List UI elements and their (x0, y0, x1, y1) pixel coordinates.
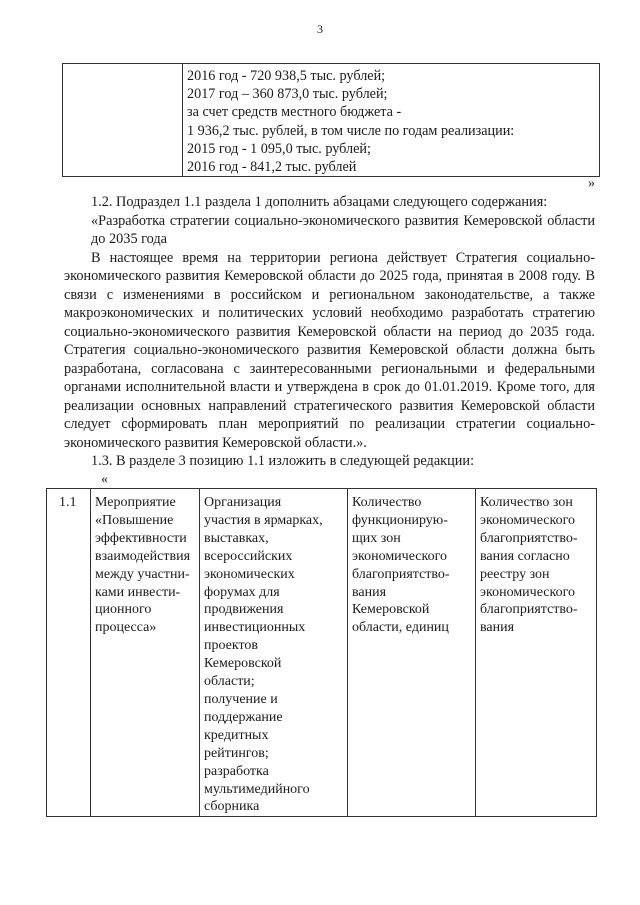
indicator-line: области, единиц (352, 620, 449, 636)
indicator-line: функционирую- (352, 512, 448, 528)
measure-cell (91, 489, 200, 817)
closing-quote: » (588, 176, 595, 191)
actions-line: всероссийских (204, 548, 293, 564)
financing-line: 2017 год – 360 873,0 тыс. рублей; (187, 86, 388, 103)
method-cell (476, 489, 597, 817)
actions-line: области; (204, 674, 255, 690)
actions-line: форумах для (204, 584, 280, 600)
method-line: реестру зон (480, 566, 550, 582)
position-number: 1.1 (47, 489, 91, 817)
indicator-line: щих зон (352, 530, 401, 546)
measure-line: «Повышение (95, 512, 174, 528)
financing-table-text-cell (183, 64, 600, 177)
item-1-2: 1.2. Подраздел 1.1 раздела 1 дополнить абзацами следующего содержания: (91, 194, 548, 210)
financing-table-empty-cell (63, 64, 183, 177)
indicator-cell (348, 489, 476, 817)
actions-line: продвижения (204, 602, 284, 618)
actions-line: экономических (204, 566, 295, 582)
actions-line: Организация (204, 495, 282, 510)
actions-line: участия в ярмарках, (204, 512, 323, 528)
actions-line: Кемеровской (204, 656, 282, 672)
indicator-line: Количество (352, 495, 422, 510)
method-line: благоприятство- (480, 530, 578, 546)
actions-line: рейтингов; (204, 745, 269, 761)
actions-line: проектов (204, 638, 259, 654)
indicator-line: вания (352, 584, 387, 600)
actions-line: сборника (204, 799, 260, 815)
method-line: экономического (480, 584, 575, 600)
actions-line: выставках, (204, 530, 269, 546)
method-line: экономического (480, 512, 575, 528)
financing-line: 2015 год - 1 095,0 тыс. рублей; (187, 140, 371, 157)
actions-line: разработка (204, 763, 269, 779)
actions-line: инвестиционных (204, 620, 306, 636)
table-row (47, 489, 597, 817)
method-line: вания согласно (480, 548, 570, 564)
actions-cell (200, 489, 348, 817)
strategy-heading: «Разработка стратегии социально-экономического развития Кемеровской области до 2035 года (91, 212, 595, 247)
activity-table (46, 488, 597, 817)
opening-quote: « (101, 472, 108, 487)
measure-line: ками инвести- (95, 584, 181, 600)
financing-line: за счет средств местного бюджета - (187, 104, 402, 121)
indicator-line: Кемеровской (352, 602, 430, 618)
measure-line: эффективности (95, 530, 187, 546)
financing-line: 2016 год - 720 938,5 тыс. рублей; (187, 68, 386, 84)
method-line: благоприятство- (480, 602, 578, 618)
actions-line: получение и (204, 691, 278, 707)
actions-line: мультимедийного (204, 781, 310, 797)
indicator-line: благоприятство- (352, 566, 450, 582)
method-line: Количество зон (480, 495, 573, 510)
measure-line: ционного (95, 602, 152, 618)
actions-line: кредитных (204, 727, 269, 743)
item-1-3: 1.3. В разделе 3 позицию 1.1 изложить в следующей редакции: (91, 453, 475, 469)
document-body (64, 193, 595, 471)
indicator-line: экономического (352, 548, 447, 564)
page-number: 3 (317, 22, 323, 36)
measure-line: между участни- (95, 566, 190, 582)
financing-line: 2016 год - 841,2 тыс. рублей (187, 159, 357, 176)
financing-line: 1 936,2 тыс. рублей, в том числе по годам реализации: (187, 122, 515, 139)
financing-table (62, 63, 600, 177)
actions-line: поддержание (204, 709, 283, 725)
method-line: вания (480, 620, 515, 636)
measure-line: Мероприятие (95, 495, 176, 510)
measure-line: процесса» (95, 620, 157, 636)
main-paragraph: В настоящее время на территории региона действует Стратегия социально-экономического развития Кемеровской области до 2025 года, принятая в 2008 году. В связи с изменениями в российском и региональном законодательстве, а также макроэкономических и политических условий необходимо разработать стратегию социально-экономического развития Кемеровской области на период до 2035 года. Стратегия социально-экономического развития Кемеровской области должна быть разработана, согласована с заинтересованными региональными и федеральными органами исполнительной власти и утверждена в срок до 01.01.2019. Кроме того, для реализации основных направлений стратегического развития Кемеровской области следует сформировать план мероприятий по реализации стратегии социально-экономического развития Кемеровской области.». (64, 249, 595, 451)
measure-line: взаимодействия (95, 548, 191, 564)
